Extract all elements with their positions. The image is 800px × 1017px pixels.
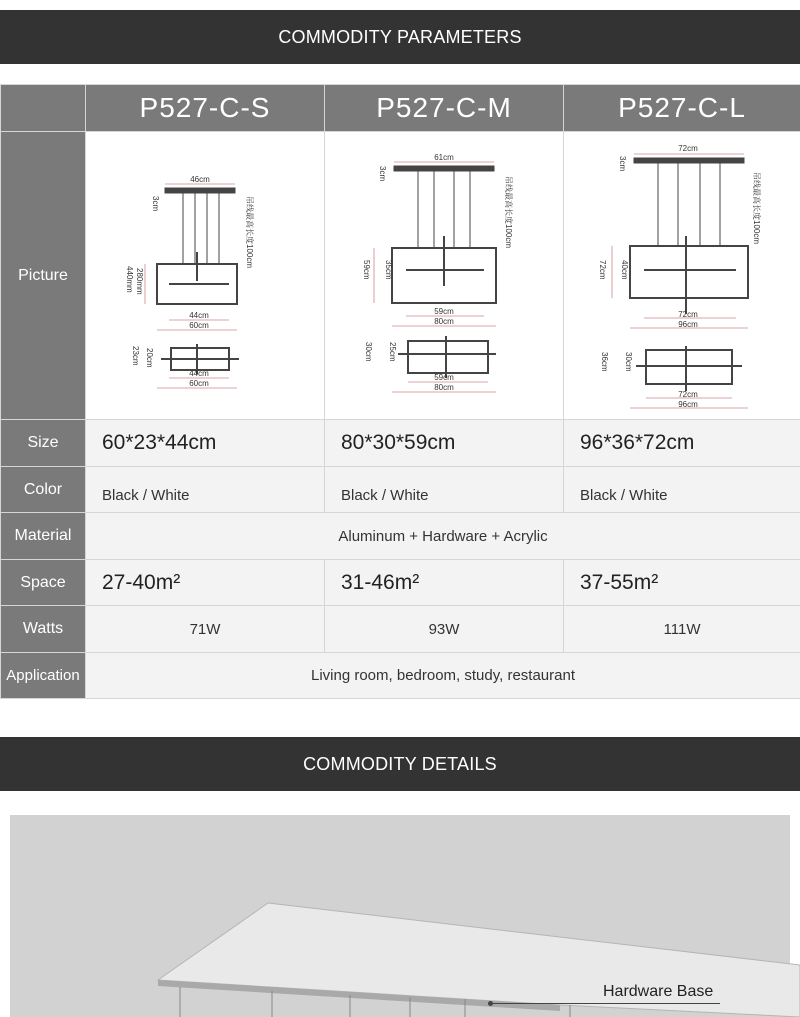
color-small: Black / White <box>86 467 325 513</box>
svg-text:80cm: 80cm <box>434 316 454 326</box>
dimension-drawing-large <box>572 136 792 416</box>
svg-text:96cm: 96cm <box>678 319 698 329</box>
svg-text:20cm: 20cm <box>145 347 154 368</box>
svg-text:吊线最高长度100cm: 吊线最高长度100cm <box>504 175 513 248</box>
application-row <box>1 653 800 699</box>
svg-text:280mm: 280mm <box>135 267 144 295</box>
svg-text:30cm: 30cm <box>624 351 633 372</box>
model-header-row <box>1 85 800 132</box>
diagram-small <box>86 132 325 420</box>
model-large: P527-C-L <box>564 85 800 132</box>
watts-small: 71W <box>86 606 325 653</box>
svg-text:46cm: 46cm <box>190 174 210 184</box>
svg-text:23cm: 23cm <box>131 345 140 366</box>
svg-text:59cm: 59cm <box>434 306 454 316</box>
space-large: 37-55m² <box>564 560 800 606</box>
parameters-table <box>0 84 800 699</box>
details-title: COMMODITY DETAILS <box>303 753 497 774</box>
header-corner <box>1 85 86 132</box>
svg-text:60cm: 60cm <box>189 320 209 330</box>
svg-text:72cm: 72cm <box>678 309 698 319</box>
row-label-color: Color <box>1 467 86 513</box>
svg-text:60cm: 60cm <box>189 378 209 388</box>
model-small: P527-C-S <box>86 85 325 132</box>
parameters-banner <box>0 10 800 64</box>
svg-text:3cm: 3cm <box>618 155 627 171</box>
model-medium: P527-C-M <box>325 85 564 132</box>
svg-text:3cm: 3cm <box>151 195 160 211</box>
svg-text:80cm: 80cm <box>434 382 454 392</box>
parameters-title: COMMODITY PARAMETERS <box>278 26 522 47</box>
size-small: 60*23*44cm <box>86 420 325 467</box>
color-large: Black / White <box>564 467 800 513</box>
details-banner <box>0 737 800 791</box>
svg-text:吊线最高长度100cm: 吊线最高长度100cm <box>752 171 761 244</box>
space-medium: 31-46m² <box>325 560 564 606</box>
callout-leader-line <box>490 1003 720 1004</box>
row-label-picture: Picture <box>1 132 86 420</box>
hardware-base-callout: Hardware Base <box>603 983 714 1000</box>
diagram-large <box>564 132 800 420</box>
svg-text:59cm: 59cm <box>434 372 454 382</box>
color-row <box>1 467 800 513</box>
size-row <box>1 420 800 467</box>
row-label-watts: Watts <box>1 606 86 653</box>
row-label-size: Size <box>1 420 86 467</box>
svg-text:72cm: 72cm <box>678 143 698 153</box>
dimension-drawing-small <box>105 136 305 416</box>
color-medium: Black / White <box>325 467 564 513</box>
row-label-space: Space <box>1 560 86 606</box>
diagram-medium <box>325 132 564 420</box>
svg-text:44cm: 44cm <box>189 368 209 378</box>
svg-text:440mm: 440mm <box>125 265 134 293</box>
svg-text:59cm: 59cm <box>362 259 371 280</box>
size-medium: 80*30*59cm <box>325 420 564 467</box>
dimension-drawing-medium <box>334 136 554 416</box>
picture-row <box>1 132 800 420</box>
svg-text:44cm: 44cm <box>189 310 209 320</box>
svg-text:30cm: 30cm <box>364 341 373 362</box>
watts-medium: 93W <box>325 606 564 653</box>
application-value: Living room, bedroom, study, restaurant <box>86 653 800 699</box>
space-row <box>1 560 800 606</box>
material-value: Aluminum + Hardware + Acrylic <box>86 513 800 560</box>
watts-large: 111W <box>564 606 800 653</box>
svg-text:40cm: 40cm <box>620 259 629 280</box>
svg-text:35cm: 35cm <box>384 259 393 280</box>
svg-text:72cm: 72cm <box>678 389 698 399</box>
svg-text:96cm: 96cm <box>678 399 698 409</box>
svg-text:61cm: 61cm <box>434 152 454 162</box>
svg-text:72cm: 72cm <box>598 259 607 280</box>
space-small: 27-40m² <box>86 560 325 606</box>
row-label-application: Application <box>1 653 86 699</box>
svg-text:36cm: 36cm <box>600 351 609 372</box>
svg-text:吊线最高长度100cm: 吊线最高长度100cm <box>245 195 254 268</box>
size-large: 96*36*72cm <box>564 420 800 467</box>
material-row <box>1 513 800 560</box>
svg-text:3cm: 3cm <box>378 165 387 181</box>
row-label-material: Material <box>1 513 86 560</box>
watts-row <box>1 606 800 653</box>
svg-text:25cm: 25cm <box>388 341 397 362</box>
